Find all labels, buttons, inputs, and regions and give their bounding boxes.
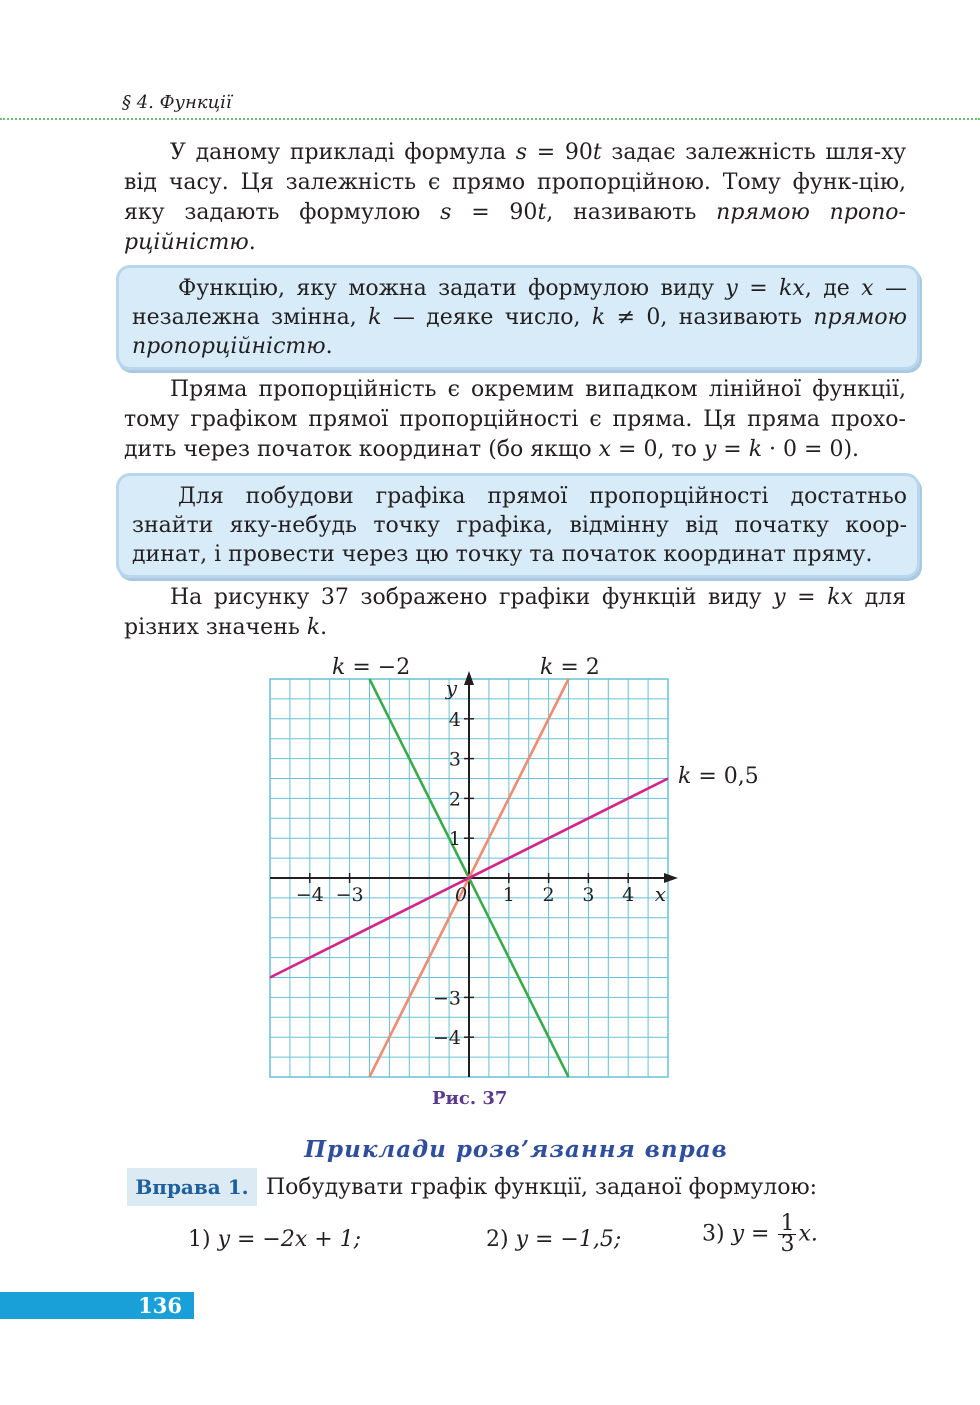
x-axis-label: x bbox=[654, 882, 666, 906]
y-tick-label: 2 bbox=[448, 788, 461, 811]
y-tick-label: 3 bbox=[448, 748, 461, 771]
x-tick-label: 1 bbox=[502, 884, 515, 906]
header-divider bbox=[0, 118, 980, 120]
task-1: 1) y = −2x + 1; bbox=[188, 1227, 362, 1252]
x-tick-label: 2 bbox=[542, 884, 555, 906]
x-tick-label: 3 bbox=[582, 884, 595, 906]
y-axis-label: y bbox=[445, 676, 457, 700]
y-axis-arrow bbox=[464, 671, 474, 685]
y-tick-label: −3 bbox=[432, 987, 461, 1010]
figure-caption: Рис. 37 bbox=[432, 1088, 508, 1109]
y-tick-label: −4 bbox=[432, 1027, 461, 1050]
y-tick-label: 1 bbox=[448, 828, 461, 851]
series-label: k = 2 bbox=[540, 655, 600, 680]
page-number: 136 bbox=[0, 1292, 194, 1319]
x-tick-label: 0 bbox=[454, 884, 468, 906]
task-3: 3) y = $\frac{1}{3}$ x. bbox=[702, 1211, 818, 1257]
x-axis-arrow bbox=[664, 873, 678, 883]
paragraph-figure-ref: На рисунку 37 зображено графіки функцій виду y = kx для різних значень k. bbox=[124, 585, 906, 640]
section-title: Приклади розв’язання вправ bbox=[304, 1136, 728, 1163]
section-header: § 4. Функції bbox=[122, 92, 232, 113]
x-tick-label: 4 bbox=[622, 884, 635, 906]
y-tick-label: 4 bbox=[448, 708, 461, 731]
task-2: 2) y = −1,5; bbox=[486, 1227, 622, 1252]
exercise-label: Вправа 1. bbox=[127, 1168, 257, 1206]
x-tick-label: −4 bbox=[295, 884, 324, 906]
paragraph-intro: У даному прикладі формула s = 90t задає залежність шля-хy від часу. Ця залежність є прямо пропорційною. Тому функ-цію, яку задають формулою s = 90t, називають прямою пропо-рційністю. bbox=[124, 140, 906, 255]
series-label: k = 0,5 bbox=[678, 764, 759, 789]
x-tick-label: −3 bbox=[335, 884, 364, 906]
graph-direct-proportionality bbox=[250, 645, 780, 1090]
paragraph-linear: Пряма пропорційність є окремим випадком лінійної функції, тому графіком прямої пропорційності є пряма. Ця пряма прохо-дить через початок координат (бо якщо x = 0, то y = k · 0 = 0). bbox=[124, 377, 906, 462]
definition-box: Функцію, яку можна задати формулою виду y = kx, де x — незалежна змінна, k — деяке число, k ≠ 0, називають прямою пропорційністю. bbox=[116, 265, 920, 370]
term-direct-proportionality: прямою пропо-рційністю bbox=[124, 200, 906, 255]
series-label: k = −2 bbox=[332, 655, 411, 680]
rule-box: Для побудови графіка прямої пропорційності достатньо знайти яку-небудь точку графіка, відмінну від початку коор-динат, і провести через цю точку та початок координат пряму. bbox=[116, 473, 920, 578]
fraction-one-third: $\frac{1}{3}$ bbox=[780, 1211, 795, 1257]
exercise-text: Побудувати графік функції, заданої формулою: bbox=[266, 1175, 818, 1200]
